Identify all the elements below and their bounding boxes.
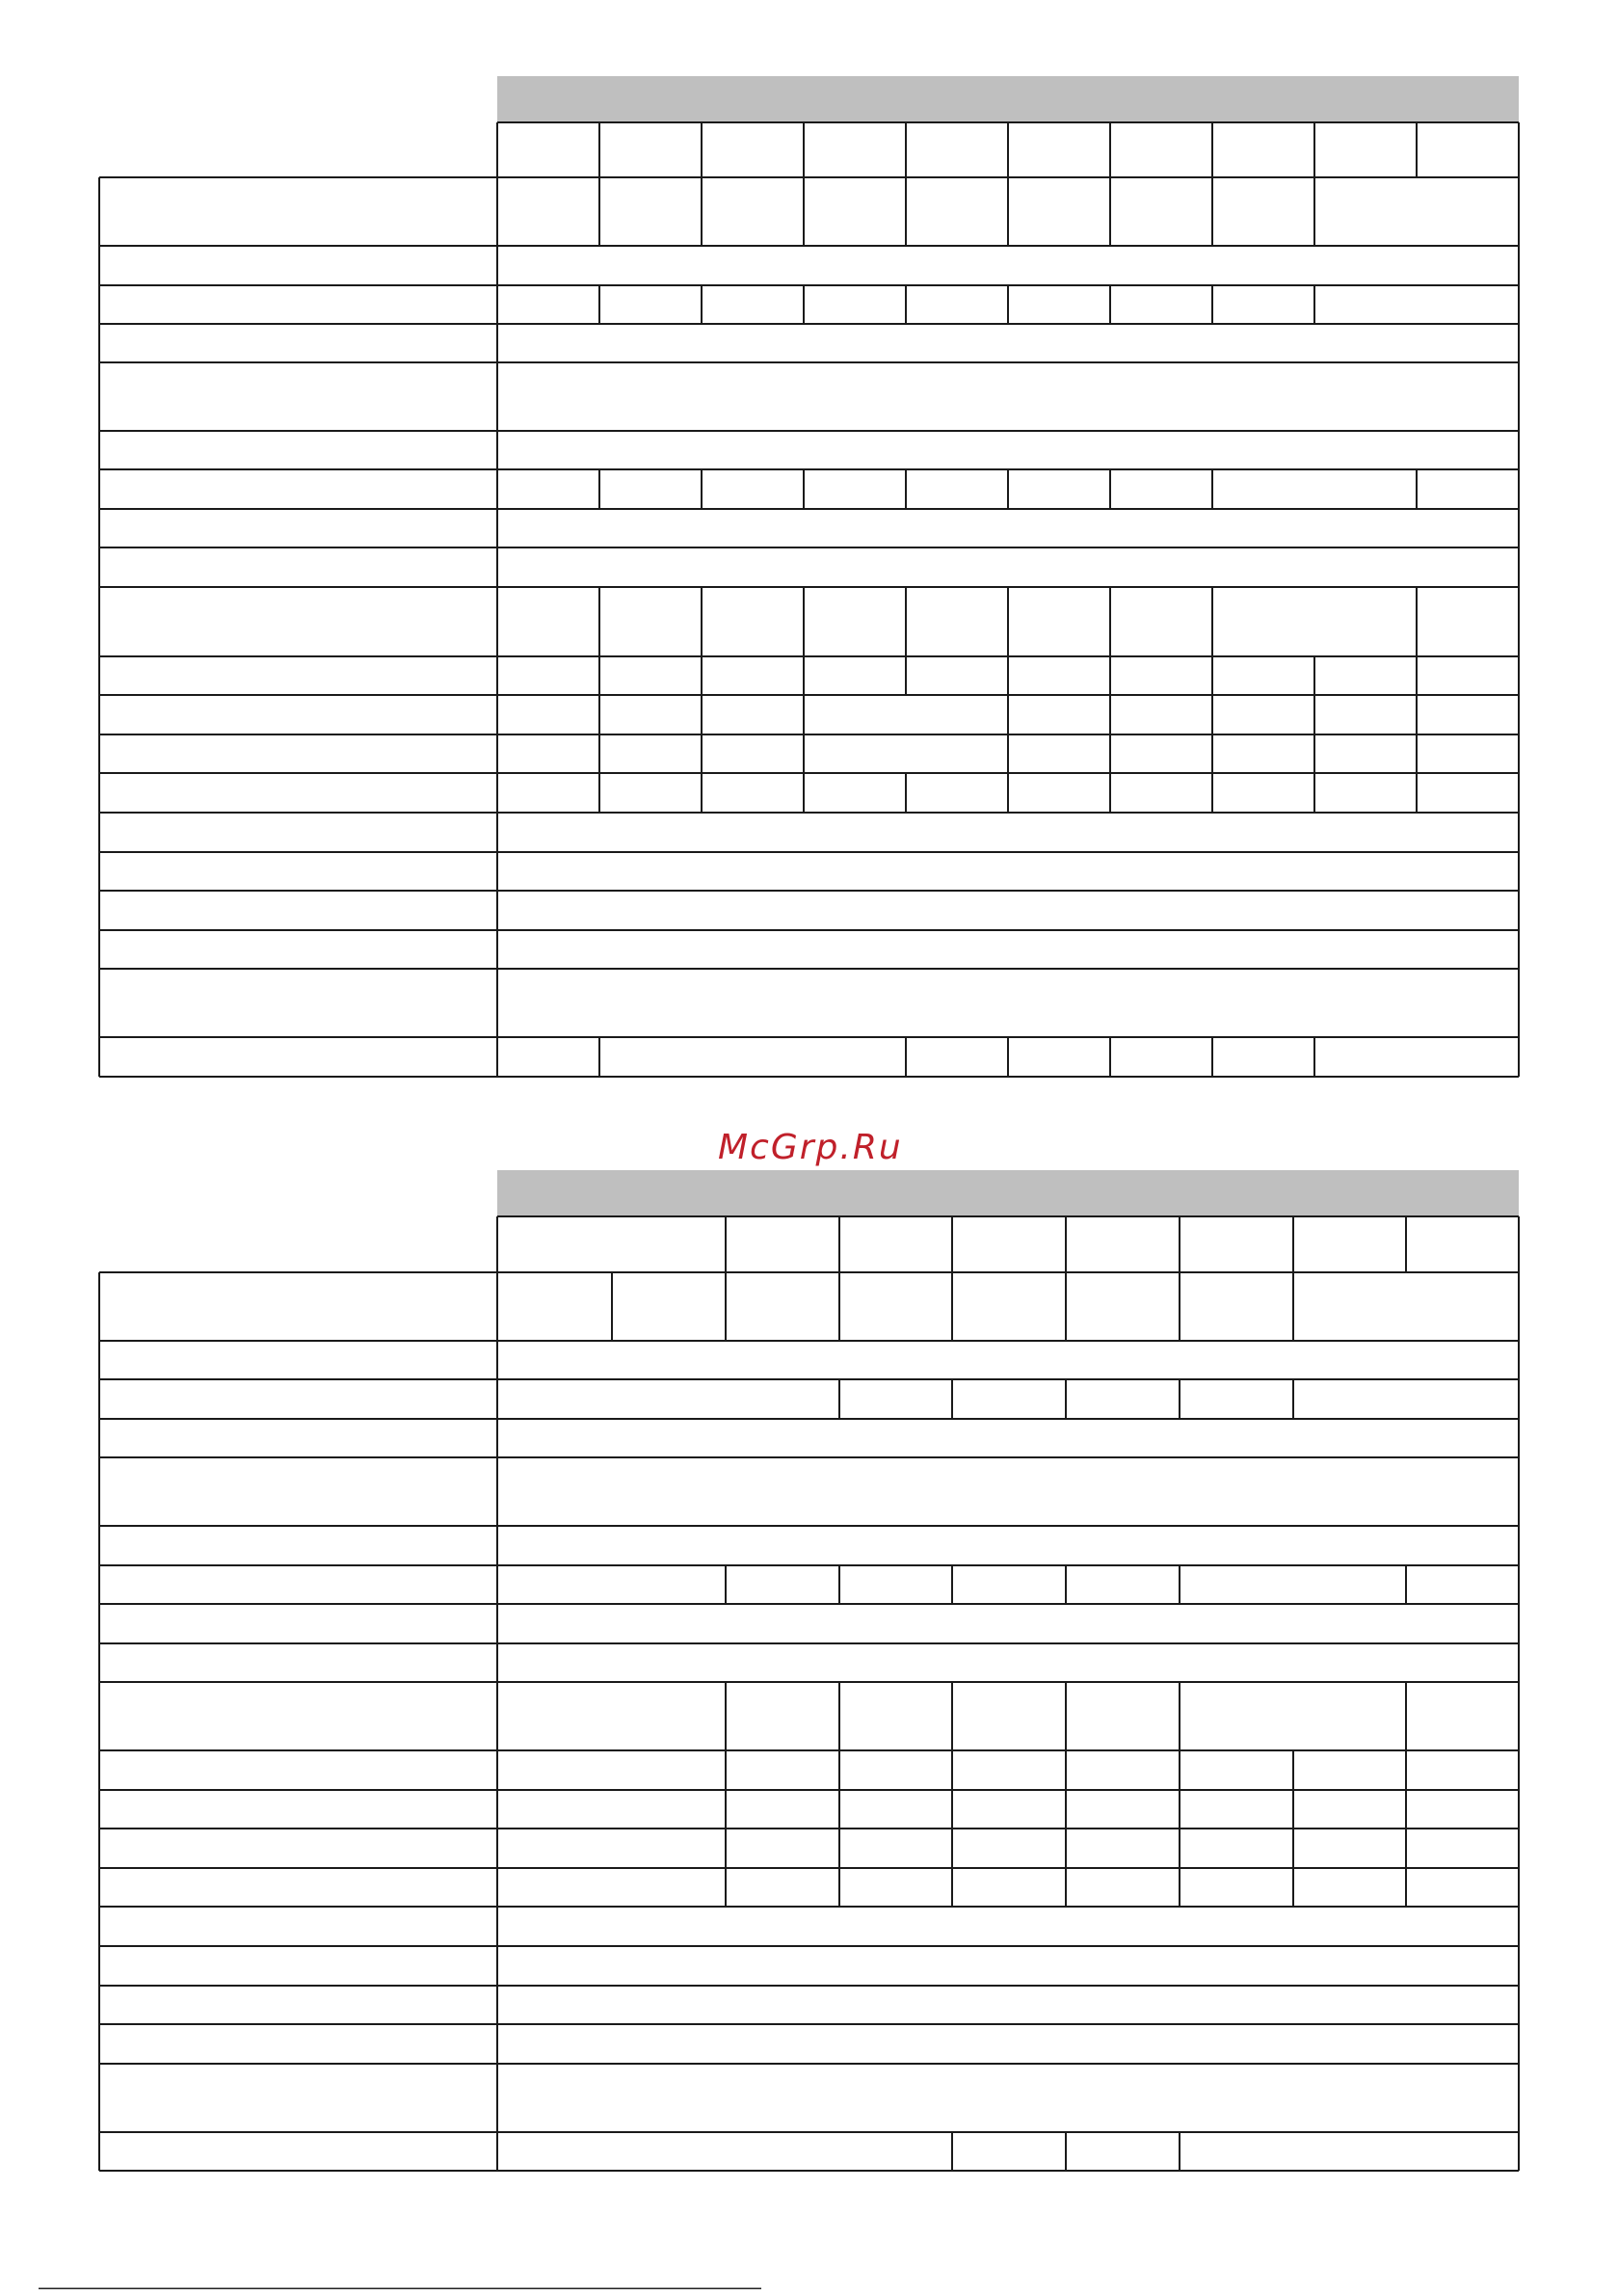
spec-table-bottom-header-band — [497, 1170, 1519, 1216]
spec-table-top-header-band — [497, 76, 1519, 122]
watermark-logo: McGrp.Ru — [718, 1128, 903, 1167]
